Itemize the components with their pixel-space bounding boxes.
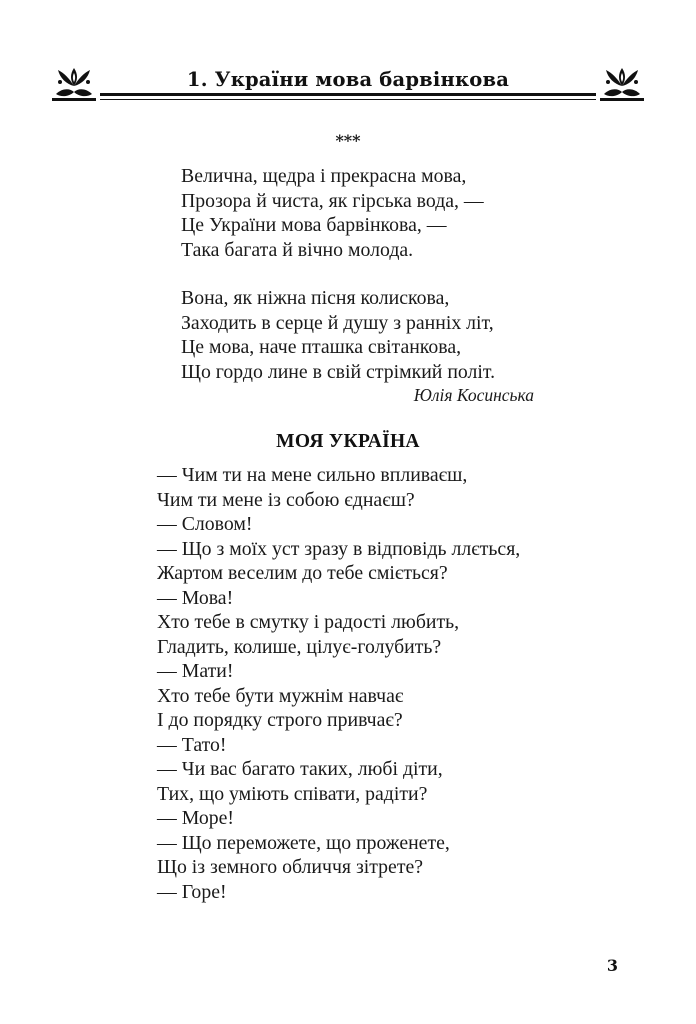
- poem-line: Це України мова барвінкова, —: [181, 214, 447, 236]
- poem-line: Це мова, наче пташка світанкова,: [181, 336, 462, 358]
- poem-line: Тих, що уміють співати, радіти?: [157, 782, 428, 805]
- poem-line: І до порядку строго привчає?: [157, 709, 403, 731]
- poem-title: МОЯ УКРАЇНА: [276, 431, 420, 452]
- poem-line: — Чи вас багато таких, любі діти,: [157, 758, 443, 780]
- poem-line: Велична, щедра і прекрасна мова,: [181, 165, 467, 187]
- folk-flower-ornament-icon: [600, 64, 644, 104]
- poem-line: — Тато!: [157, 733, 227, 756]
- poem-line: Вона, як ніжна пісня колискова,: [181, 287, 450, 309]
- poem-line: Хто тебе в смутку і радості любить,: [157, 611, 460, 633]
- poem-line: Чим ти мене із собою єднаєш?: [157, 488, 415, 511]
- header-rule-thick: [100, 93, 596, 96]
- poem-author: Юлія Косинська: [413, 385, 534, 405]
- poem-line: Гладить, колише, цілує-голубить?: [157, 635, 442, 658]
- poem-line: Жартом веселим до тебе сміється?: [157, 562, 448, 584]
- poem-stanza-1: [181, 164, 484, 262]
- poem-line: Хто тебе бути мужнім навчає: [157, 684, 404, 707]
- poem-line: — Чим ти на мене сильно впливаєш,: [157, 464, 468, 486]
- poem-line: Прозора й чиста, як гірська вода, —: [181, 189, 484, 212]
- poem-line: — Море!: [157, 807, 234, 829]
- header-rule-thin: [100, 99, 596, 100]
- chapter-title: 1. України мова барвінкова: [186, 68, 510, 91]
- poem-line: — Що переможете, що проженете,: [157, 831, 450, 854]
- poem-line: — Що з моїх уст зразу в відповідь ллється,: [157, 537, 521, 560]
- section-separator: ***: [335, 131, 361, 150]
- poem-line: Що гордо лине в свій стрімкий політ.: [181, 360, 496, 383]
- poem-line: Що із земного обличчя зітрете?: [157, 856, 424, 878]
- poem-stanza-2: [181, 286, 495, 384]
- poem-line: — Мова!: [157, 586, 234, 609]
- poem-line: — Горе!: [157, 880, 227, 903]
- page-header: [52, 62, 644, 110]
- poem-line: — Мати!: [157, 660, 234, 682]
- poem-line: Заходить в серце й душу з ранніх літ,: [181, 311, 494, 334]
- page-number: 3: [606, 956, 618, 975]
- poem-body: [157, 463, 520, 904]
- poem-line: — Словом!: [157, 513, 253, 535]
- poem-line: Така багата й вічно молода.: [181, 238, 414, 261]
